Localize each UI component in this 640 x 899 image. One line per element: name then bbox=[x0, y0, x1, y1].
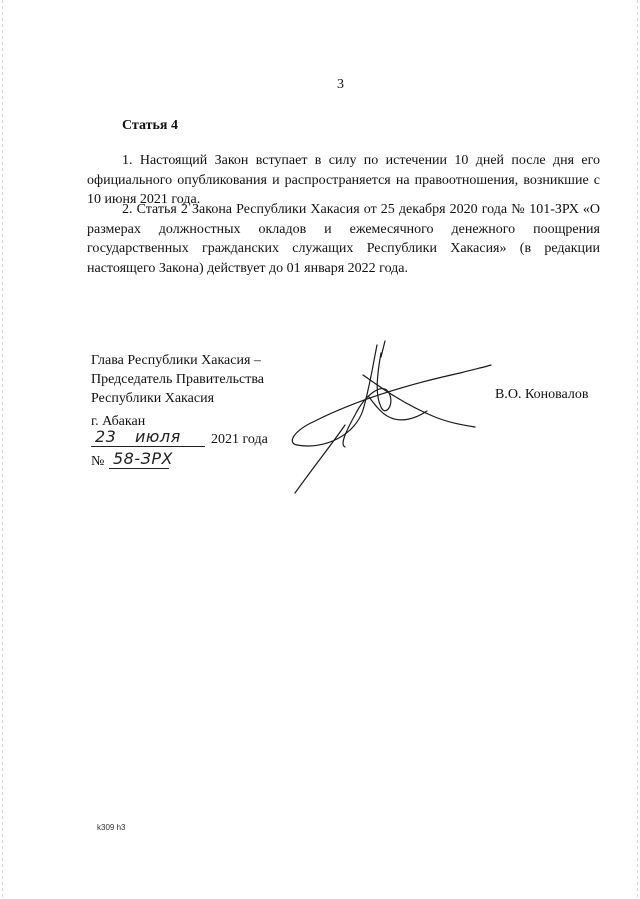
signatory-title bbox=[91, 351, 264, 408]
signatory-title-line-1: Глава Республики Хакасия – bbox=[91, 353, 261, 368]
scan-edge-left bbox=[2, 0, 3, 899]
number-sign: № bbox=[91, 454, 105, 469]
signer-name: В.О. Коновалов bbox=[495, 387, 589, 402]
document-code: k309 h3 bbox=[97, 823, 126, 832]
city: г. Абакан bbox=[91, 414, 146, 429]
scan-edge-right bbox=[637, 0, 638, 899]
article-paragraph-2: 2. Статья 2 Закона Республики Хакасия от 25 декабря 2020 года № 101-ЗРХ «О размерах должностных окладов и ежемесячного денежного поощрения государственных гражданских служащих Республики Хакасия» (в редакции настоящего Закона) действует до 01 января 2022 года. bbox=[87, 202, 600, 276]
law-number-value: 58-ЗРХ bbox=[113, 449, 173, 468]
signing-date-year: 2021 года bbox=[211, 432, 268, 447]
signatory-title-line-2: Председатель Правительства bbox=[91, 372, 264, 387]
article-heading: Статья 4 bbox=[122, 118, 178, 133]
date-underline bbox=[91, 446, 205, 447]
law-number bbox=[91, 451, 211, 473]
handwritten-signature bbox=[285, 335, 500, 495]
signing-date-day: 23 bbox=[95, 427, 117, 446]
signatory-title-line-3: Республики Хакасия bbox=[91, 391, 215, 406]
signing-date-month: июля bbox=[135, 427, 181, 446]
number-underline bbox=[109, 468, 169, 469]
article-paragraph-1: 1. Настоящий Закон вступает в силу по истечении 10 дней после дня его официального опубликования и распространяется на правоотношения, возникшие с 10 июня 2021 года. bbox=[87, 153, 600, 207]
page-number: 3 bbox=[337, 77, 344, 92]
signing-date bbox=[91, 427, 291, 449]
